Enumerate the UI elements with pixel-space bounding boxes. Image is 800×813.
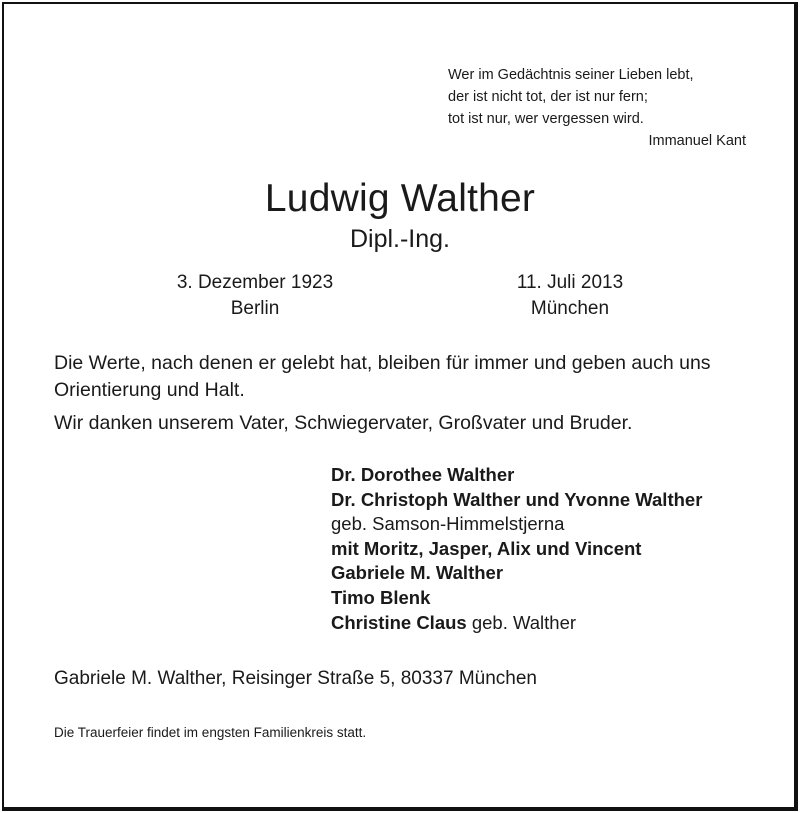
- funeral-note: Die Trauerfeier findet im engsten Familienkreis statt.: [54, 725, 367, 740]
- epigraph-quote: [448, 64, 748, 152]
- birth-place: Berlin: [230, 298, 280, 319]
- mourners-list: [331, 463, 702, 635]
- mourner-name: Christine Claus: [331, 611, 467, 633]
- death-place: München: [530, 298, 610, 319]
- contact-address: Gabriele M. Walther, Reisinger Straße 5, 80337 München: [54, 668, 537, 689]
- birth-info: [155, 270, 355, 322]
- quote-line: der ist nicht tot, der ist nur fern;: [448, 89, 648, 105]
- deceased-name: Ludwig Walther: [264, 177, 536, 220]
- quote-author: Immanuel Kant: [648, 133, 746, 149]
- values-paragraph: Die Werte, nach denen er gelebt hat, bleiben für immer und geben auch uns Orientierung und Halt.: [54, 352, 711, 401]
- mourner-name: Gabriele M. Walther: [331, 562, 504, 584]
- death-info: [470, 270, 670, 322]
- quote-line: tot ist nur, wer vergessen wird.: [448, 111, 644, 127]
- birth-date: 3. Dezember 1923: [176, 272, 334, 293]
- mourner-name: Timo Blenk: [331, 586, 431, 608]
- mourner-entry: [331, 611, 702, 636]
- mourner-children: mit Moritz, Jasper, Alix und Vincent: [331, 537, 642, 559]
- thanks-paragraph: Wir danken unserem Vater, Schwiegervater, Großvater und Bruder.: [54, 412, 633, 434]
- mourner-name: Dr. Christoph Walther und Yvonne Walther: [331, 488, 703, 510]
- mourner-maiden-name: geb. Walther: [471, 611, 577, 633]
- quote-line: Wer im Gedächtnis seiner Lieben lebt,: [448, 67, 694, 83]
- deceased-title: Dipl.-Ing.: [349, 225, 451, 253]
- death-date: 11. Juli 2013: [516, 272, 624, 293]
- mourner-name: Dr. Dorothee Walther: [331, 464, 515, 485]
- mourner-maiden-name: geb. Samson-Himmelstjerna: [331, 513, 565, 535]
